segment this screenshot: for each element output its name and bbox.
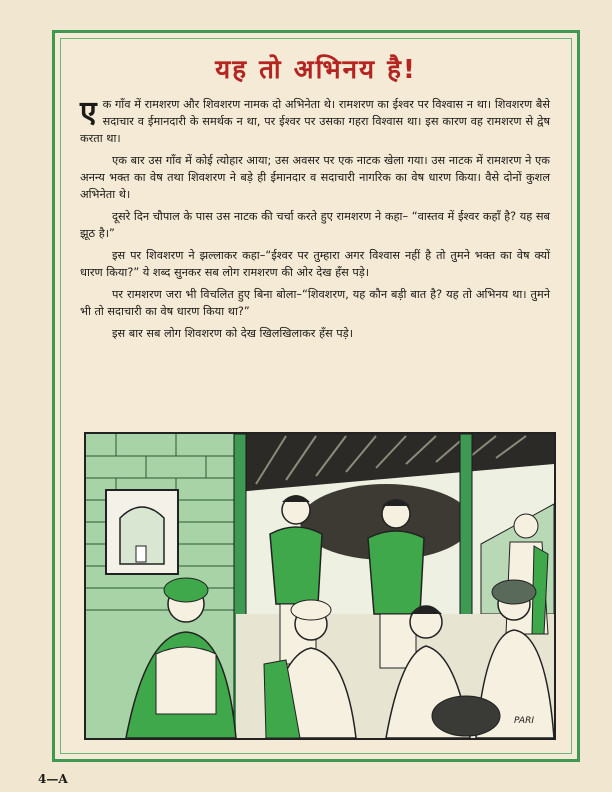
paragraph-1-text: क गाँव में रामशरण और शिवशरण नामक दो अभिनेता थे। रामशरण का ईश्वर पर विश्वास न था। शिवशरण बैसे सदाचार व ईमानदारी के समर्थक न था, पर ईश्वर पर उसका गहरा विश्वास था। इस कारण वह रामशरण से द्वेष करता था। [80, 98, 550, 145]
story-illustration [84, 432, 556, 740]
paragraph-3: दूसरे दिन चौपाल के पास उस नाटक की चर्चा करते हुए रामशरण ने कहा– “वास्तव में ईश्वर कहाँ है? यह सब झूठ है।” [80, 210, 550, 240]
paragraph-2: एक बार उस गाँव में कोई त्योहार आया; उस अवसर पर एक नाटक खेला गया। उस नाटक में रामशरण ने एक अनन्य भक्त का वेष तथा शिवशरण ने बड़े ही ईमानदार व सदाचारी नागरिक का वेष धारण किया। वैसे दोनों कुशल अभिनेता थे। [80, 154, 550, 201]
page-number: 4—A [38, 772, 68, 786]
paragraph-6: इस बार सब लोग शिवशरण को देख खिलखिलाकर हँस पड़े। [112, 327, 353, 340]
paragraph-1 [80, 96, 550, 147]
niche-pot [136, 546, 146, 562]
turbaned-man-foreground [432, 696, 500, 736]
illustration-scene [86, 434, 554, 738]
story-title: यह तो अभिनय है! [215, 55, 417, 85]
paragraph-4: इस पर शिवशरण ने झल्लाकर कहा–“ईश्वर पर तुम्हारा अगर विश्वास नहीं है तो तुमने भक्त का वेष क्यों धारण किया?” ये शब्द सुनकर सब लोग रामशरण की ओर देख हँस पड़े। [80, 249, 550, 279]
story-body [80, 96, 550, 347]
paragraph-5: पर रामशरण जरा भी विचलित हुए बिना बोला–“शिवशरण, यह कौन बड़ी बात है? यह तो अभिनय था। तुमने भी तो सदाचारी का वेष धारण किया था?” [80, 288, 550, 318]
drop-cap: ए [80, 95, 97, 130]
artist-signature: PARI [513, 716, 534, 726]
